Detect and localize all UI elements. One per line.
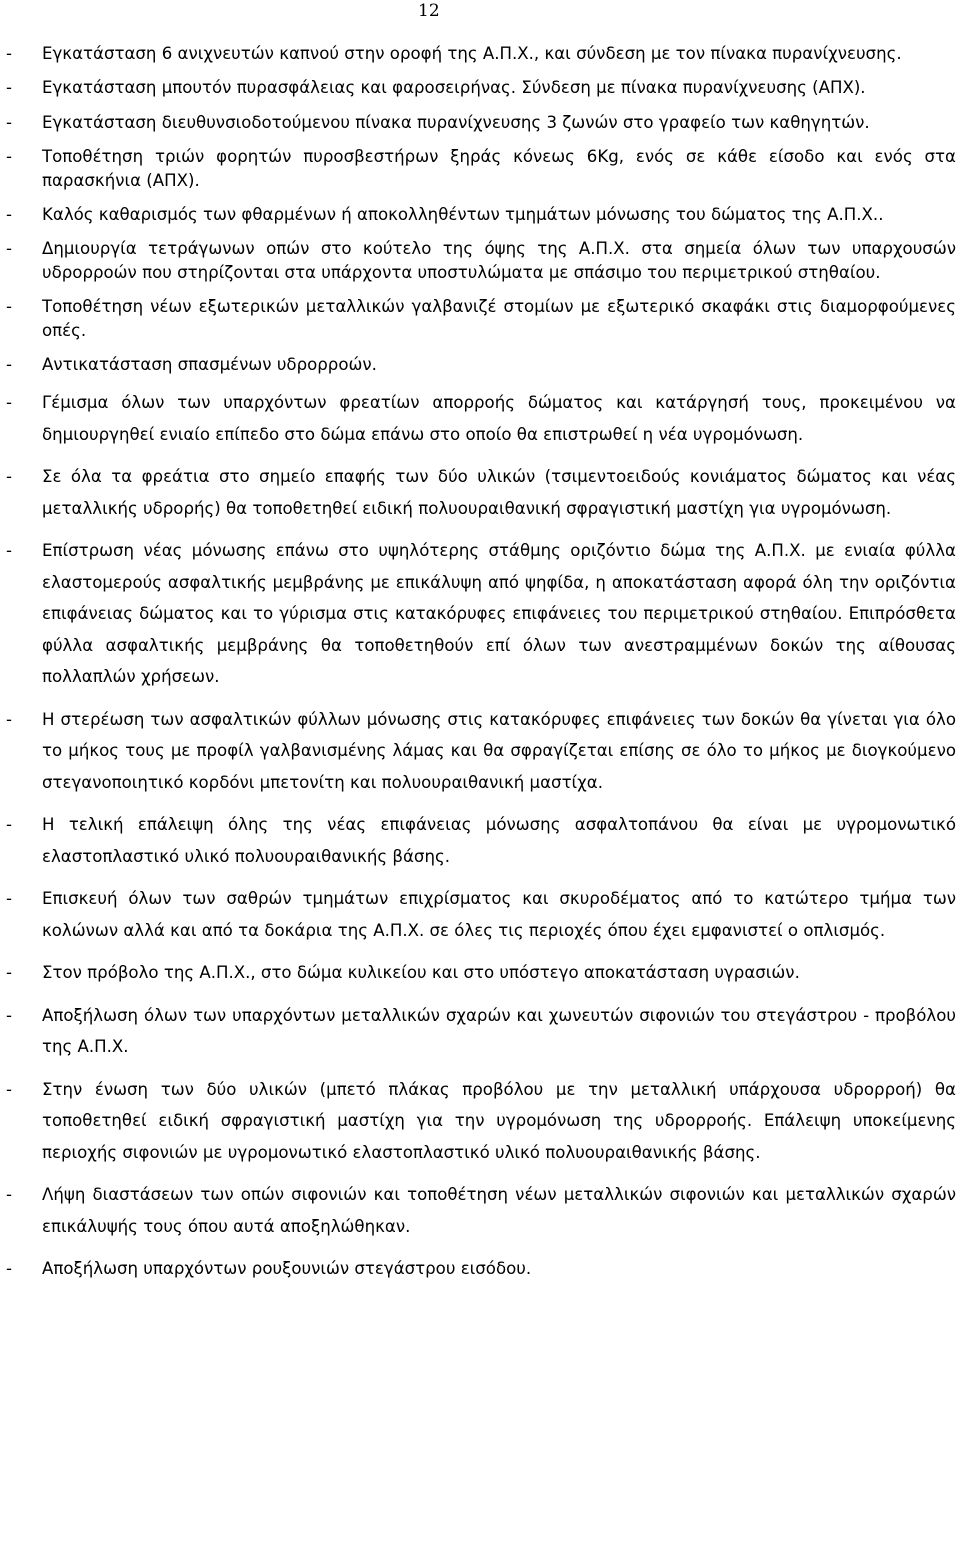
list-item	[6, 76, 956, 99]
list-item-text: Επίστρωση νέας μόνωσης επάνω στο υψηλότερης στάθμης οριζόντιο δώμα της Α.Π.Χ. με ενιαία φύλλα ελαστομερούς ασφαλτικής μεμβράνης με επικάλυψη από ψηφίδα, η αποκατάσταση αφορά όλη την οριζόντια επιφάνειας δώματος και το γύρισμα στις κατακόρυφες επιφάνειες του περιμετρικού στηθαίου. Επιπρόσθετα φύλλα ασφαλτικής μεμβράνης θα τοποθετηθούν επί όλων των ανεστραμμένων δοκών της αίθουσας πολλαπλών χρήσεων.	[42, 541, 956, 687]
list-item-text: Επισκευή όλων των σαθρών τμημάτων επιχρίσματος και σκυροδέματος από το κατώτερο τμήμα των κολώνων αλλά και από τα δοκάρια της Α.Π.Χ. σε όλες τις περιοχές όπου έχει εμφανιστεί ο οπλισμός.	[42, 889, 956, 940]
list-item-text: Εγκατάσταση μπουτόν πυρασφάλειας και φαροσειρήνας. Σύνδεση με πίνακα πυρανίχνευσης (ΑΠΧ).	[42, 78, 866, 98]
list-item	[6, 465, 956, 524]
bullet-dash: -	[6, 467, 12, 487]
list-item-text: Γέμισμα όλων των υπαρχόντων φρεατίων απορροής δώματος και κατάργησή τους, προκειμένου να δημιουργηθεί ενιαίο επίπεδο στο δώμα επάνω στο οποίο θα επιστρωθεί η νέα υγρομόνωση.	[42, 393, 956, 444]
bullet-dash: -	[6, 1259, 12, 1279]
list-item-text: Αντικατάσταση σπασμένων υδρορροών.	[42, 355, 377, 375]
bullet-dash: -	[6, 112, 12, 132]
list-item	[6, 1183, 956, 1242]
bullet-dash: -	[6, 297, 12, 317]
bullet-dash: -	[6, 1079, 12, 1099]
list-item-text: Εγκατάσταση διευθυνσιοδοτούμενου πίνακα πυρανίχνευσης 3 ζωνών στο γραφείο των καθηγητών.	[42, 112, 870, 132]
list-item	[6, 1004, 956, 1063]
bullet-dash: -	[6, 147, 12, 167]
page-number: 12	[418, 1, 440, 21]
bullet-dash: -	[6, 963, 12, 983]
list-item	[6, 961, 956, 989]
bullet-dash: -	[6, 541, 12, 561]
list-item-text: Καλός καθαρισμός των φθαρμένων ή αποκολληθέντων τμημάτων μόνωσης του δώματος της Α.Π.Χ..	[42, 205, 884, 225]
bullet-dash: -	[6, 205, 12, 225]
list-item-text: Λήψη διαστάσεων των οπών σιφονιών και τοποθέτηση νέων μεταλλικών σιφονιών και μεταλλικών σχαρών επικάλυψής τους όπου αυτά αποξηλώθηκαν.	[42, 1185, 956, 1236]
list-item-text: Δημιουργία τετράγωνων οπών στο κούτελο της όψης της Α.Π.Χ. στα σημεία όλων των υπαρχουσών υδρορροών που στηρίζονται στα υπάρχοντα υποστυλώματα με σπάσιμο του περιμετρικού στηθαίου.	[42, 239, 956, 282]
list-item-text: Τοποθέτηση τριών φορητών πυροσβεστήρων ξηράς κόνεως 6Kg, ενός σε κάθε είσοδο και ενός στα παρασκήνια (ΑΠΧ).	[42, 147, 956, 190]
list-item	[6, 42, 956, 65]
bullet-dash: -	[6, 239, 12, 259]
bullet-dash: -	[6, 709, 12, 729]
bullet-dash: -	[6, 78, 12, 98]
list-item	[6, 887, 956, 946]
list-item	[6, 1078, 956, 1169]
list-item	[6, 353, 956, 376]
list-item	[6, 295, 956, 342]
list-item-text: Η στερέωση των ασφαλτικών φύλλων μόνωσης στις κατακόρυφες επιφάνειες των δοκών θα γίνεται για όλο το μήκος τους με προφίλ γαλβανισμένης λάμας και θα σφραγίζεται επίσης σε όλο το μήκος με διογκούμενο στεγανοποιητικό κορδόνι μπετονίτη και πολυουραιθανική μαστίχα.	[42, 709, 956, 792]
list-item	[6, 391, 956, 450]
bullet-dash: -	[6, 1005, 12, 1025]
bullet-dash: -	[6, 393, 12, 413]
list-item	[6, 539, 956, 693]
list-item	[6, 203, 956, 226]
list-item-text: Εγκατάσταση 6 ανιχνευτών καπνού στην οροφή της Α.Π.Χ., και σύνδεση με τον πίνακα πυρανίχνευσης.	[42, 44, 902, 63]
list-item-text: Στην ένωση των δύο υλικών (μπετό πλάκας προβόλου με την μεταλλική υπάρχουσα υδρορροή) θα τοποθετηθεί ειδική σφραγιστική μαστίχη για την υγρομόνωση της υδρορροής. Επάλειψη υποκείμενης περιοχής σιφονιών με υγρομονωτικό ελαστοπλαστικό υλικό πολυουραιθανικής βάσης.	[42, 1079, 956, 1162]
bullet-dash: -	[6, 1185, 12, 1205]
bullet-list	[6, 38, 956, 1285]
list-item	[6, 111, 956, 134]
list-item-text: Τοποθέτηση νέων εξωτερικών μεταλλικών γαλβανιζέ στομίων με εξωτερικό σκαφάκι στις διαμορφούμενες οπές.	[42, 297, 956, 340]
list-item-text: Αποξήλωση υπαρχόντων ρουξουνιών στεγάστρου εισόδου.	[42, 1259, 532, 1279]
list-item-text: Αποξήλωση όλων των υπαρχόντων μεταλλικών σχαρών και χωνευτών σιφονιών του στεγάστρου - προβόλου της Α.Π.Χ.	[42, 1005, 956, 1057]
bullet-dash: -	[6, 355, 12, 375]
list-item	[6, 813, 956, 872]
bullet-dash: -	[6, 815, 12, 835]
bullet-dash: -	[6, 889, 12, 909]
list-item	[6, 708, 956, 799]
list-item	[6, 237, 956, 284]
list-item-text: Σε όλα τα φρεάτια στο σημείο επαφής των δύο υλικών (τσιμεντοειδούς κονιάματος δώματος και νέας μεταλλικής υδρορής) θα τοποθετηθεί ειδική πολυουραιθανική σφραγιστική μαστίχη για υγρομόνωση.	[42, 467, 956, 518]
bullet-dash: -	[6, 44, 12, 63]
list-item-text: Στον πρόβολο της Α.Π.Χ., στο δώμα κυλικείου και στο υπόστεγο αποκατάσταση υγρασιών.	[42, 963, 800, 983]
list-item-text: Η τελική επάλειψη όλης της νέας επιφάνειας μόνωσης ασφαλτοπάνου θα είναι με υγρομονωτικό ελαστοπλαστικό υλικό πολυουραιθανικής βάσης.	[42, 815, 956, 866]
list-item	[6, 1257, 956, 1285]
list-item	[6, 145, 956, 192]
